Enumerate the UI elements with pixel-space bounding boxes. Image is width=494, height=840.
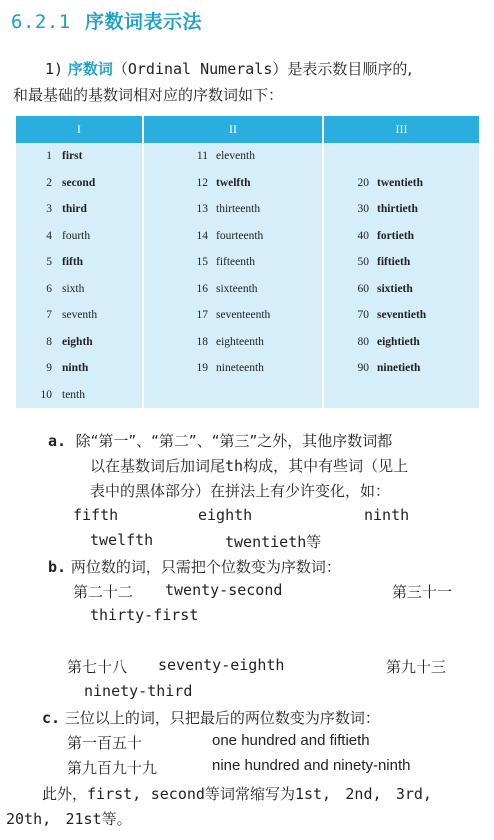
cardinal-number: 20 [357,176,369,189]
intro-rest: ）是表示数目顺序的, [272,60,413,78]
table-cell [323,196,479,223]
cardinal-number: 14 [196,229,208,242]
intro-line-1 [45,58,412,79]
table-cell [323,302,479,329]
footer-text-c: 等。 [101,810,132,828]
table-cell [143,170,323,197]
point-b-text: 两位数的词，只需把个位数变为序数词： [70,558,341,576]
table-cell [143,382,323,409]
ordinal-word: eighth [62,335,93,348]
abbr-3rd: 3rd, [395,785,432,803]
table-cell [143,302,323,329]
cardinal-number: 17 [196,309,208,322]
footer-line-1 [42,783,432,804]
point-c-text: 三位以上的词，只把最后的两位数变为序数词： [64,709,380,727]
point-c-line-1 [42,707,380,728]
example-31-en: thirty-first [90,606,199,624]
table-cell [323,355,479,382]
abbr-21st: 21st [65,810,102,828]
ordinal-word: eightieth [377,335,420,348]
table-cell [143,355,323,382]
table-cell [16,249,143,276]
table-cell [16,276,143,303]
ordinal-word: first [62,150,83,163]
ordinal-word: ninth [62,362,89,375]
example-93-cn: 第九十三 [386,658,447,676]
example-78-cn: 第七十八 [67,658,128,676]
example-999-cn: 第九百九十九 [67,759,158,777]
footer-text-b: 等词常缩写为 [204,785,295,803]
point-a-text-1: 除“第一”、“第二”、“第三”之外，其他序数词都 [75,432,393,450]
ordinal-word: fourth [62,229,91,242]
ordinal-table [16,116,479,408]
point-a-label: a. [48,432,67,450]
cardinal-number: 30 [357,203,369,216]
cardinal-number: 40 [357,229,369,242]
table-cell [323,382,479,409]
example-ninth: ninth [364,506,410,524]
ordinal-word: twentieth [377,176,423,189]
example-fifth: fifth [73,506,119,524]
ordinal-word: thirtieth [377,203,418,216]
ordinal-word: second [62,176,96,189]
ordinal-word: seventeenth [216,309,271,322]
table-row [16,196,479,223]
table-row [16,143,479,170]
table-cell [16,170,143,197]
cardinal-number: 6 [46,282,52,295]
ordinal-word: seventh [62,309,98,322]
point-a-th: th [225,457,244,475]
cardinal-number: 8 [46,335,52,348]
footer-line-2 [6,808,132,829]
abbr-1st: 1st, [294,785,332,803]
intro-number: 1) [45,60,64,78]
point-a-line-1 [48,430,392,451]
table-header: I [16,116,143,143]
cardinal-number: 50 [357,256,369,269]
example-31-cn: 第三十一 [392,583,453,601]
ordinal-word: fortieth [377,229,415,242]
example-twelfth: twelfth [90,531,154,549]
example-22-cn: 第二十二 [73,583,134,601]
point-a-text-2a: 以在基数词后加词尾 [90,457,226,475]
table-row [16,382,479,409]
table-cell [323,329,479,356]
table-cell [143,143,323,170]
ordinal-word: seventieth [377,309,427,322]
intro-line-2: 和最基础的基数词相对应的序数词如下： [13,86,284,104]
ordinal-word: ninetieth [377,362,421,375]
example-999-en: nine hundred and ninety-ninth [212,757,411,774]
ordinal-word: sixtieth [377,282,413,295]
example-78-en: seventy-eighth [158,656,285,674]
cardinal-number: 15 [196,256,208,269]
example-twentieth [225,531,321,552]
table-row [16,329,479,356]
intro-open-paren: （ [112,60,128,78]
ordinal-word: tenth [62,388,85,401]
table-cell [323,249,479,276]
footer-second: second [150,785,205,803]
table-cell [143,276,323,303]
table-header-row [16,116,479,143]
cardinal-number: 3 [46,203,52,216]
table-cell [323,276,479,303]
table-cell [16,302,143,329]
ordinal-word: sixteenth [216,282,258,295]
table-cell [143,329,323,356]
example-eighth: eighth [198,506,253,524]
cardinal-number: 80 [357,335,369,348]
table-cell [143,223,323,250]
point-a-line-3: 表中的黑体部分）在拼法上有少许变化，如： [90,482,391,500]
table-cell [143,249,323,276]
table-header: II [143,116,323,143]
cardinal-number: 5 [46,256,52,269]
ordinal-word: fifth [62,256,84,269]
point-a-text-2b: 构成，其中有些词（见上 [243,457,409,475]
point-b-label: b. [48,558,67,576]
ordinal-word: fourteenth [216,229,264,242]
table-cell [323,143,479,170]
table-cell [16,143,143,170]
table-header: III [323,116,479,143]
table-cell [323,170,479,197]
section-title [11,7,202,34]
table-cell [16,196,143,223]
cardinal-number: 60 [357,282,369,295]
ordinal-word: fifteenth [216,256,255,269]
cardinal-number: 18 [196,335,208,348]
ordinal-word: thirteenth [216,203,261,216]
table-row [16,223,479,250]
footer-text-a: 此外， [42,785,88,803]
ordinal-word: eleventh [216,150,255,163]
ordinal-word: third [62,203,87,216]
cardinal-number: 4 [46,229,52,242]
cardinal-number: 2 [46,176,52,189]
example-22-en: twenty-second [165,581,283,599]
point-c-label: c. [42,709,61,727]
cardinal-number: 13 [196,203,208,216]
cardinal-number: 12 [196,176,208,189]
abbr-20th: 20th, [6,810,52,828]
point-a-line-2 [90,455,408,476]
example-suffix: 等 [306,533,322,551]
footer-first: first, [87,785,142,803]
table-cell [323,223,479,250]
table-row [16,249,479,276]
example-150-en: one hundred and fiftieth [212,732,370,749]
cardinal-number: 7 [46,309,52,322]
section-number: 6.2.1 [11,11,71,33]
table-row [16,355,479,382]
cardinal-number: 90 [357,362,369,375]
cardinal-number: 10 [40,388,52,401]
example-150-cn: 第一百五十 [67,734,143,752]
cardinal-number: 9 [46,362,52,375]
example-twentieth-word: twentieth [225,533,307,551]
intro-term-en: Ordinal Numerals [127,60,273,78]
ordinal-word: fiftieth [377,256,411,269]
table-row [16,302,479,329]
table-cell [16,382,143,409]
table-cell [16,355,143,382]
cardinal-number: 1 [46,150,52,163]
ordinal-word: eighteenth [216,335,264,348]
cardinal-number: 11 [196,150,208,163]
cardinal-number: 70 [357,309,369,322]
table-row [16,276,479,303]
table-cell [143,196,323,223]
section-title-text: 序数词表示法 [84,11,202,33]
ordinal-word: twelfth [216,176,251,189]
table-cell [16,223,143,250]
table-cell [16,329,143,356]
ordinal-word: nineteenth [216,362,264,375]
cardinal-number: 19 [196,362,208,375]
example-93-en: ninety-third [84,682,193,700]
cardinal-number: 16 [196,282,208,295]
ordinal-word: sixth [62,282,85,295]
point-b-line-1 [48,556,341,577]
abbr-2nd: 2nd, [345,785,382,803]
table-row [16,170,479,197]
intro-term: 序数词 [67,60,113,78]
